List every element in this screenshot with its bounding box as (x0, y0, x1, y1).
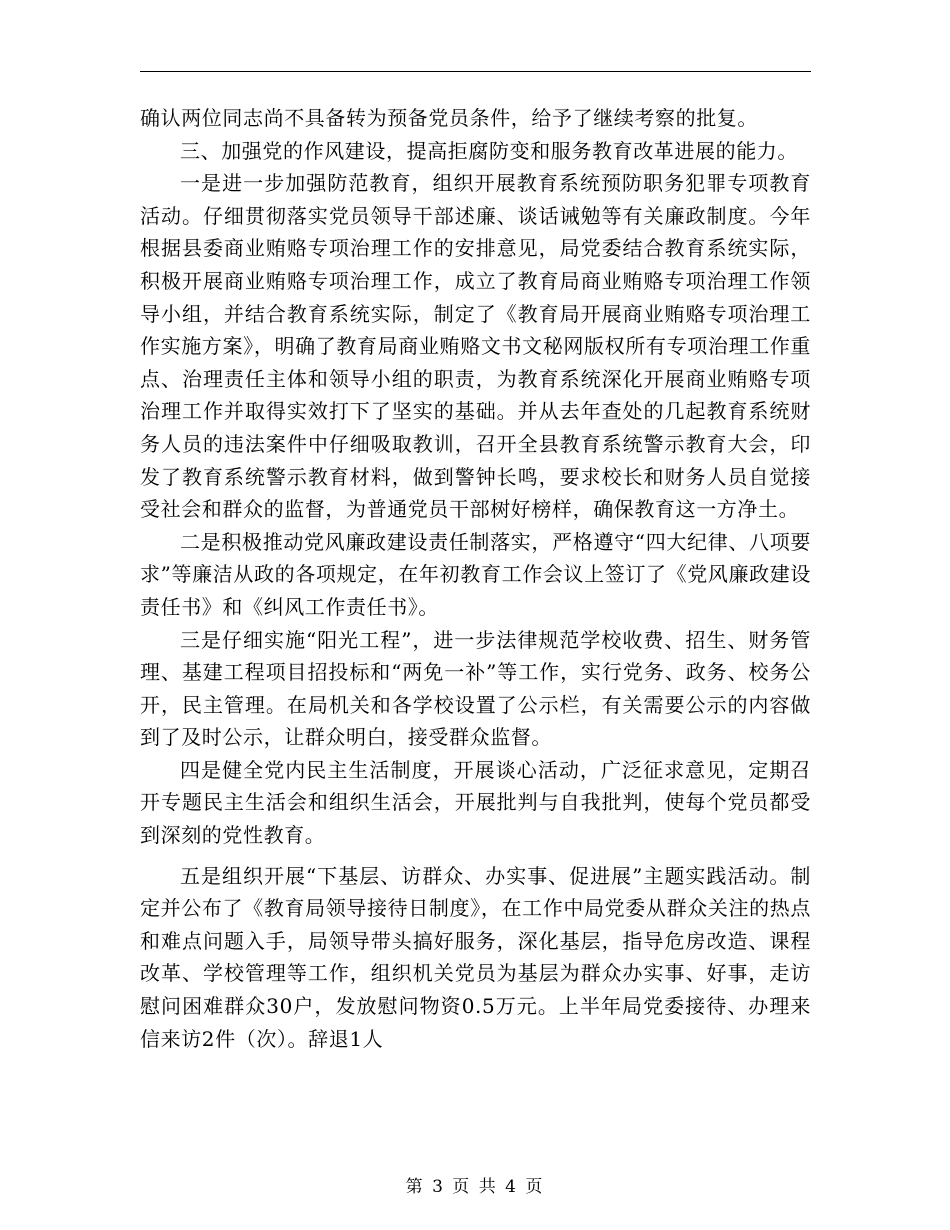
paragraph-item-2: 二是积极推动党风廉政建设责任制落实，严格遵守“四大纪律、八项要求”等廉洁从政的各项规定，在年初教育工作会议上签订了《党风廉政建设责任书》和《纠风工作责任书》。 (140, 529, 811, 619)
document-body (140, 102, 811, 1055)
paragraph-item-4: 四是健全党内民主生活制度，开展谈心活动，广泛征求意见，定期召开专题民主生活会和组织生活会，开展批判与自我批判，使每个党员都受到深刻的党性教育。 (140, 757, 811, 848)
header-rule (140, 71, 811, 72)
paragraph-item-1: 一是进一步加强防范教育，组织开展教育系统预防职务犯罪专项教育活动。仔细贯彻落实党员领导干部述廉、谈话诫勉等有关廉政制度。今年根据县委商业贿赂专项治理工作的安排意见，局党委结合教育系统实际，积极开展商业贿赂专项治理工作，成立了教育局商业贿赂专项治理工作领导小组，并结合教育系统实际，制定了《教育局开展商业贿赂专项治理工作实施方案》，明确了教育局商业贿赂文书文秘网版权所有专项治理工作重点、治理责任主体和领导小组的职责，为教育系统深化开展商业贿赂专项治理工作并取得实效打下了坚实的基础。并从去年查处的几起教育系统财务人员的违法案件中仔细吸取教训，召开全县教育系统警示教育大会，印发了教育系统警示教育材料，做到警钟长鸣，要求校长和财务人员自觉接受社会和群众的监督，为普通党员干部树好榜样，确保教育这一方净土。 (140, 171, 811, 522)
paragraph-item-5: 五是组织开展“下基层、访群众、办实事、促进展”主题实践活动。制定并公布了《教育局领导接待日制度》，在工作中局党委从群众关注的热点和难点问题入手，局领导带头搞好服务，深化基层，指导危房改造、课程改革、学校管理等工作，组织机关党员为基层为群众办实事、好事，走访慰问困难群众30户，发放慰问物资0.5万元。上半年局党委接待、办理来信来访2件（次）。辞退1人 (140, 863, 811, 1051)
paragraph-item-3: 三是仔细实施“阳光工程”，进一步法律规范学校收费、招生、财务管理、基建工程项目招投标和“两免一补”等工作，实行党务、政务、校务公开，民主管理。在局机关和各学校设置了公示栏，有关需要公示的内容做到了及时公示，让群众明白，接受群众监督。 (140, 627, 811, 750)
paragraph-continuation: 确认两位同志尚不具备转为预备党员条件，给予了继续考察的批复。 (140, 106, 758, 130)
section-heading: 三、加强党的作风建设，提高拒腐防变和服务教育改革进展的能力。 (180, 138, 798, 163)
page-number-footer: 第 3 页 共 4 页 (405, 1177, 545, 1197)
